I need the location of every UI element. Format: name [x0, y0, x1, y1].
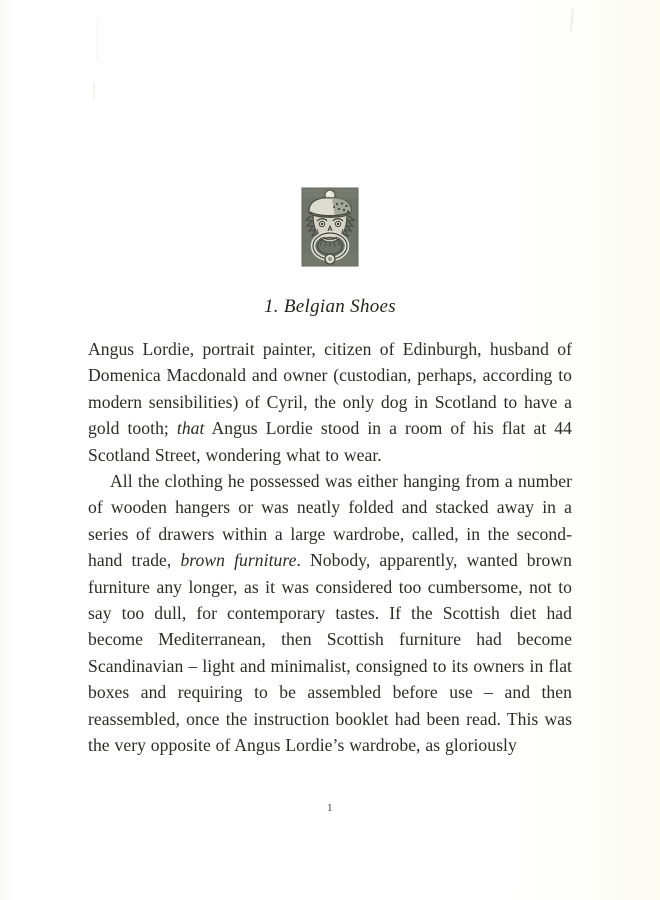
chapter-ornament-container [88, 184, 572, 275]
paragraph: All the clothing he possessed was either hanging from a number of wooden hangers or was neatly folded and stacked away in a series of drawers within a large wardrobe, called, in the second-hand trade, brown furniture. Nobody, apparently, wanted brown furniture any longer, as it was considered too cumbersome, not to say too dull, for contemporary tastes. If the Scottish diet had become Mediterranean, then Scottish furniture had become Scandinavian – light and minimalist, consigned to its owners in flat boxes and requiring to be assembled before use – and then reassembled, once the instruction booklet had been read. This was the very opposite of Angus Lordie’s wardrobe, as gloriously [88, 471, 572, 756]
scan-artifact [570, 6, 575, 32]
chapter-title: 1. Belgian Shoes [264, 296, 396, 317]
scan-artifact [93, 82, 95, 100]
door-knocker-icon [299, 184, 361, 270]
body-text [88, 336, 572, 759]
paragraph: Angus Lordie, portrait painter, citizen of Edinburgh, husband of Domenica Macdonald and owner (custodian, perhaps, according to modern sensibilities) of Cyril, the only dog in Scotland to have a gold tooth; that Angus Lordie stood in a room of his flat at 44 Scotland Street, wondering what to wear. [88, 339, 572, 465]
scan-artifact [97, 18, 98, 60]
page-number: 1 [327, 802, 333, 814]
gutter-shadow [0, 0, 14, 900]
